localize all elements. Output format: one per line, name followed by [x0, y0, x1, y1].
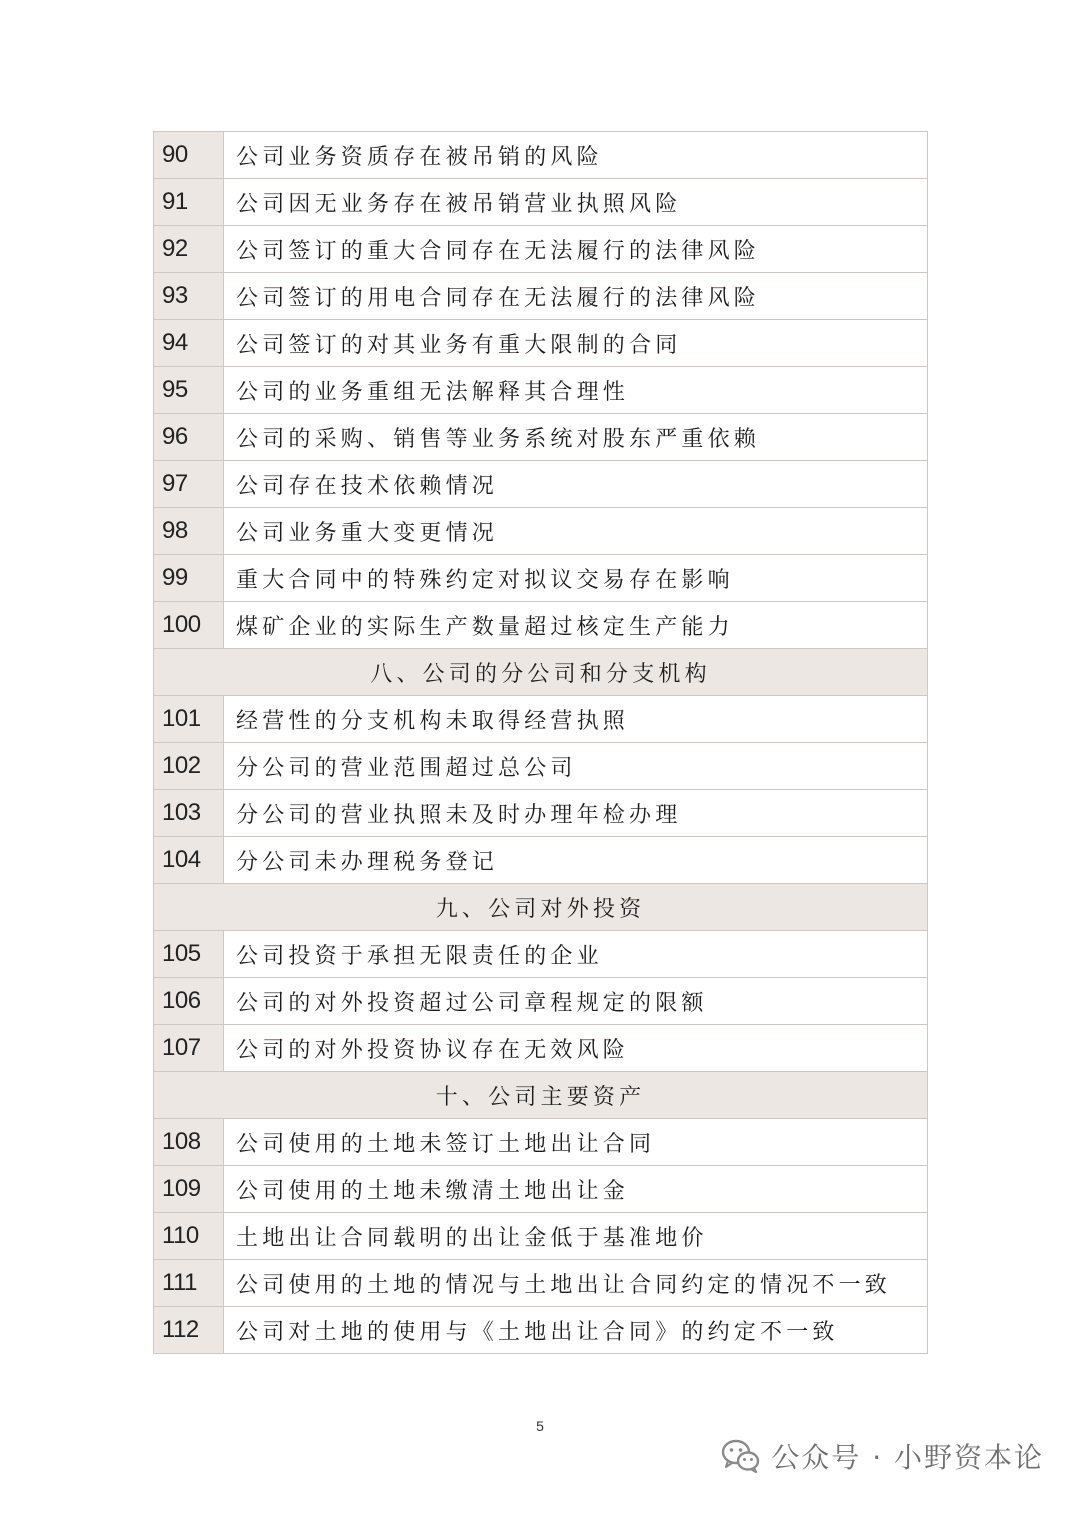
risk-item-text: 公司存在技术依赖情况	[224, 461, 928, 508]
table-row	[154, 978, 928, 1025]
watermark-text: 公众号 · 小野资本论	[771, 1441, 1044, 1474]
row-number: 90	[154, 132, 224, 179]
row-number: 94	[154, 320, 224, 367]
row-number: 98	[154, 508, 224, 555]
risk-item-text: 公司的业务重组无法解释其合理性	[224, 367, 928, 414]
risk-item-text: 公司投资于承担无限责任的企业	[224, 931, 928, 978]
risk-item-text: 公司的采购、销售等业务系统对股东严重依赖	[224, 414, 928, 461]
table-row	[154, 790, 928, 837]
table-row	[154, 179, 928, 226]
table-row	[154, 837, 928, 884]
page-number: 5	[536, 1418, 544, 1434]
section-title: 九、公司对外投资	[154, 884, 928, 931]
wechat-icon	[721, 1438, 761, 1474]
row-number: 99	[154, 555, 224, 602]
row-number: 112	[154, 1307, 224, 1354]
table-row	[154, 555, 928, 602]
row-number: 106	[154, 978, 224, 1025]
risk-item-text: 公司签订的用电合同存在无法履行的法律风险	[224, 273, 928, 320]
risk-item-text: 经营性的分支机构未取得经营执照	[224, 696, 928, 743]
risk-item-text: 分公司的营业范围超过总公司	[224, 743, 928, 790]
table-row	[154, 1260, 928, 1307]
row-number: 96	[154, 414, 224, 461]
table-row	[154, 931, 928, 978]
table-row	[154, 696, 928, 743]
table-row	[154, 1166, 928, 1213]
row-number: 108	[154, 1119, 224, 1166]
table-row	[154, 1119, 928, 1166]
section-title: 八、公司的分公司和分支机构	[154, 649, 928, 696]
row-number: 93	[154, 273, 224, 320]
table-row	[154, 414, 928, 461]
row-number: 107	[154, 1025, 224, 1072]
risk-item-text: 公司使用的土地未签订土地出让合同	[224, 1119, 928, 1166]
section-header-row	[154, 884, 928, 931]
row-number: 111	[154, 1260, 224, 1307]
row-number: 91	[154, 179, 224, 226]
table-row	[154, 602, 928, 649]
row-number: 102	[154, 743, 224, 790]
watermark	[721, 1434, 1044, 1478]
risk-item-text: 土地出让合同载明的出让金低于基准地价	[224, 1213, 928, 1260]
row-number: 92	[154, 226, 224, 273]
table-row	[154, 1213, 928, 1260]
risk-item-text: 公司使用的土地未缴清土地出让金	[224, 1166, 928, 1213]
table-row	[154, 461, 928, 508]
table-row	[154, 1307, 928, 1354]
row-number: 95	[154, 367, 224, 414]
table-row	[154, 226, 928, 273]
table-row	[154, 320, 928, 367]
row-number: 104	[154, 837, 224, 884]
row-number: 110	[154, 1213, 224, 1260]
risk-item-text: 分公司未办理税务登记	[224, 837, 928, 884]
risk-item-text: 公司签订的对其业务有重大限制的合同	[224, 320, 928, 367]
section-title: 十、公司主要资产	[154, 1072, 928, 1119]
section-header-row	[154, 649, 928, 696]
table-row	[154, 132, 928, 179]
risk-item-text: 公司的对外投资协议存在无效风险	[224, 1025, 928, 1072]
risk-item-text: 公司签订的重大合同存在无法履行的法律风险	[224, 226, 928, 273]
risk-checklist-body	[154, 132, 928, 1354]
risk-item-text: 公司使用的土地的情况与土地出让合同约定的情况不一致	[224, 1260, 928, 1307]
row-number: 109	[154, 1166, 224, 1213]
risk-item-text: 公司对土地的使用与《土地出让合同》的约定不一致	[224, 1307, 928, 1354]
risk-item-text: 公司的对外投资超过公司章程规定的限额	[224, 978, 928, 1025]
table-row	[154, 273, 928, 320]
row-number: 101	[154, 696, 224, 743]
row-number: 97	[154, 461, 224, 508]
risk-item-text: 公司业务资质存在被吊销的风险	[224, 132, 928, 179]
row-number: 100	[154, 602, 224, 649]
risk-checklist-table	[153, 131, 928, 1354]
row-number: 103	[154, 790, 224, 837]
risk-item-text: 公司业务重大变更情况	[224, 508, 928, 555]
table-row	[154, 367, 928, 414]
table-row	[154, 508, 928, 555]
risk-item-text: 煤矿企业的实际生产数量超过核定生产能力	[224, 602, 928, 649]
section-header-row	[154, 1072, 928, 1119]
risk-item-text: 重大合同中的特殊约定对拟议交易存在影响	[224, 555, 928, 602]
table-row	[154, 743, 928, 790]
row-number: 105	[154, 931, 224, 978]
risk-item-text: 分公司的营业执照未及时办理年检办理	[224, 790, 928, 837]
risk-item-text: 公司因无业务存在被吊销营业执照风险	[224, 179, 928, 226]
table-row	[154, 1025, 928, 1072]
